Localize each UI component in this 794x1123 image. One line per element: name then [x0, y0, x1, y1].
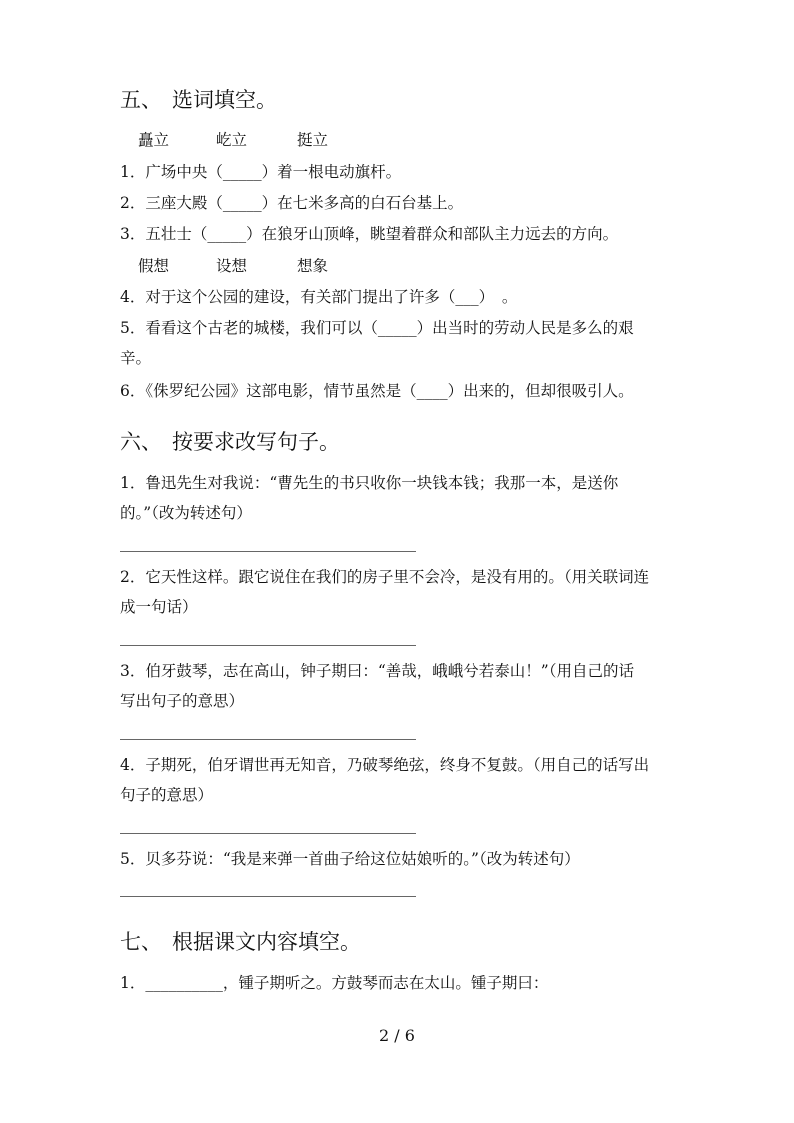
fill-item-6: 6．《侏罗纪公园》这部电影，情节虽然是（____）出来的，但却很吸引人。 — [120, 382, 634, 400]
section-6-title: 按要求改写句子。 — [172, 430, 340, 454]
rewrite-item-1-cont: 的。”（改为转述句） — [120, 504, 252, 522]
word-choice-6: 想象 — [297, 257, 329, 275]
fill-item-3: 3．五壮士（_____）在狼牙山顶峰，眺望着群众和部队主力远去的方向。 — [120, 225, 619, 243]
fill-item-2: 2．三座大殿（_____）在七米多高的白石台基上。 — [120, 194, 464, 212]
recall-item-1: 1．__________，锺子期听之。方鼓琴而志在太山。锺子期曰： — [120, 974, 549, 992]
word-choice-5: 设想 — [216, 257, 248, 275]
rewrite-item-2-cont: 成一句话） — [120, 598, 198, 616]
section-7-title: 根据课文内容填空。 — [172, 930, 361, 954]
rewrite-item-3: 3．伯牙鼓琴，志在高山，钟子期曰：“善哉，峨峨兮若泰山！”（用自己的话 — [120, 662, 634, 680]
answer-line-3[interactable] — [120, 739, 416, 740]
page-number: 2 / 6 — [379, 1026, 415, 1045]
section-6-heading — [120, 428, 340, 456]
answer-line-5[interactable] — [120, 896, 416, 897]
rewrite-item-4-cont: 句子的意思） — [120, 786, 214, 804]
rewrite-item-3-cont: 写出句子的意思） — [120, 692, 245, 710]
fill-item-4: 4．对于这个公园的建设，有关部门提出了许多（___） 。 — [120, 288, 518, 306]
rewrite-item-2: 2．它天性这样。跟它说住在我们的房子里不会冷，是没有用的。（用关联词连 — [120, 568, 650, 586]
answer-line-4[interactable] — [120, 833, 416, 834]
rewrite-item-1: 1．鲁迅先生对我说：“曹先生的书只收你一块钱本钱；我那一本，是送你 — [120, 474, 619, 492]
answer-line-1[interactable] — [120, 551, 416, 552]
section-6-number: 六、 — [120, 430, 162, 454]
word-choice-2: 屹立 — [216, 131, 248, 149]
fill-item-1: 1．广场中央（_____）着一根电动旗杆。 — [120, 163, 402, 181]
section-7-heading — [120, 928, 361, 956]
rewrite-item-5: 5．贝多芬说：“我是来弹一首曲子给这位姑娘听的。”（改为转述句） — [120, 850, 580, 868]
section-5-number: 五、 — [120, 88, 162, 112]
rewrite-item-4: 4．子期死，伯牙谓世再无知音，乃破琴绝弦，终身不复鼓。（用自己的话写出 — [120, 756, 650, 774]
section-7-number: 七、 — [120, 930, 162, 954]
answer-line-2[interactable] — [120, 645, 416, 646]
fill-item-5: 5．看看这个古老的城楼，我们可以（_____）出当时的劳动人民是多么的艰 — [120, 319, 634, 337]
word-choice-1: 矗立 — [138, 131, 170, 149]
word-choice-4: 假想 — [138, 257, 170, 275]
section-5-heading — [120, 86, 277, 114]
section-5-title: 选词填空。 — [172, 88, 277, 112]
fill-item-5-cont: 辛。 — [120, 349, 152, 367]
word-choice-3: 挺立 — [297, 131, 329, 149]
